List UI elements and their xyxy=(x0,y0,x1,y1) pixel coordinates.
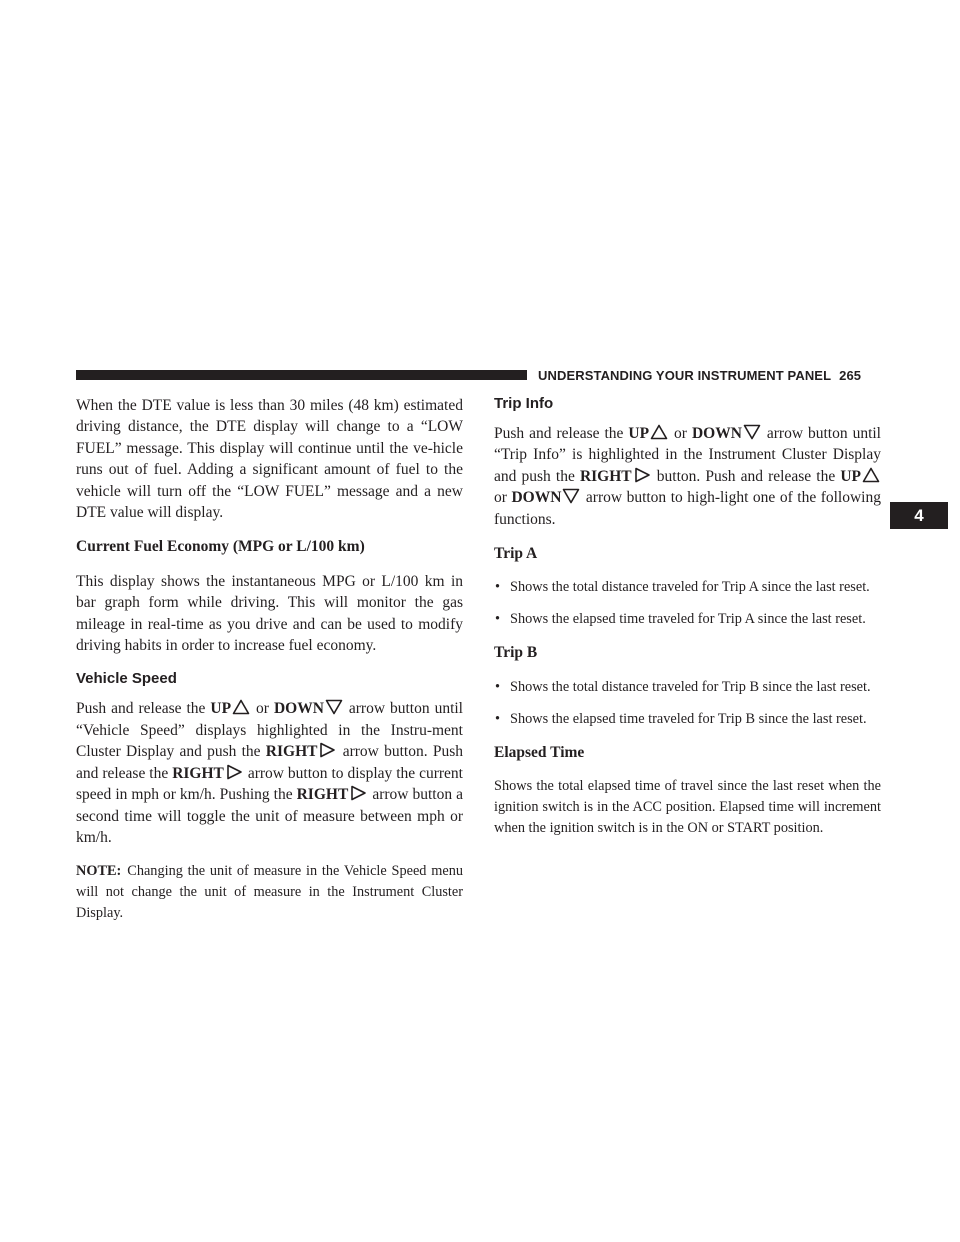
fuel-economy-heading: Current Fuel Economy (MPG or L/100 km) xyxy=(76,538,365,556)
list-item: • Shows the total distance traveled for Trip A since the last reset. xyxy=(495,579,870,596)
left-column xyxy=(76,395,463,937)
list-item: • Shows the total distance traveled for Trip B since the last reset. xyxy=(495,678,871,695)
right-arrow-icon xyxy=(225,764,243,780)
right-arrow-icon xyxy=(349,785,367,801)
up-arrow-icon xyxy=(232,699,250,715)
note xyxy=(76,861,463,924)
right-column xyxy=(494,395,881,852)
note-label: NOTE: xyxy=(76,863,122,880)
vehicle-speed-heading: Vehicle Speed xyxy=(76,670,177,688)
trip-b-heading: Trip B xyxy=(494,644,538,662)
section-title: UNDERSTANDING YOUR INSTRUMENT PANEL xyxy=(538,368,832,383)
trip-a-list xyxy=(494,577,881,630)
right-arrow-icon xyxy=(318,742,336,758)
page-number: 265 xyxy=(839,368,862,383)
trip-info-paragraph: Push and release the UP or DOWN arrow button until “Trip Info” is highlighted in the Instrument Cluster Display and push the RIGHT button. Push and release the UP or DOWN arrow button to high-light one of the following functions. xyxy=(494,425,881,528)
list-item: • Shows the elapsed time traveled for Trip A since the last reset. xyxy=(495,611,866,628)
right-arrow-icon xyxy=(633,467,651,483)
elapsed-time-heading: Elapsed Time xyxy=(494,743,585,761)
list-item: • Shows the elapsed time traveled for Trip B since the last reset. xyxy=(495,710,867,727)
trip-a-heading: Trip A xyxy=(494,545,538,563)
note-text: Changing the unit of measure in the Vehicle Speed menu will not change the unit of measure in the Instrument Cluster Display. xyxy=(76,863,463,922)
up-arrow-icon xyxy=(862,467,880,483)
trip-info-heading: Trip Info xyxy=(494,395,554,412)
chapter-tab: 4 xyxy=(890,502,948,529)
down-arrow-icon xyxy=(325,699,343,715)
down-arrow-icon xyxy=(743,424,761,440)
running-header xyxy=(538,368,861,383)
dte-paragraph: When the DTE value is less than 30 miles (48 km) estimated driving distance, the DTE display will change to a “LOW FUEL” message. This display will continue until the ve-hicle runs out of fuel. Adding a significant amount of fuel to the vehicle will turn off the “LOW FUEL” message and a new DTE value will display. xyxy=(76,397,463,522)
elapsed-time-paragraph: Shows the total elapsed time of travel since the last reset when the ignition switch is in the ACC position. Elapsed time will increment when the ignition switch is in the ON or START position. xyxy=(494,778,881,837)
trip-b-list xyxy=(494,677,881,730)
up-arrow-icon xyxy=(650,424,668,440)
header-rule xyxy=(76,370,527,380)
vehicle-speed-paragraph: Push and release the UP or DOWN arrow button until “Vehicle Speed” displays highlighted in the Instru-ment Cluster Display and push the RIGHT arrow button. Push and release the RIGHT arrow button to display the current speed in mph or km/h. Pushing the RIGHT arrow button a second time will toggle the unit of measure between mph or km/h. xyxy=(76,700,464,846)
fuel-economy-paragraph: This display shows the instantaneous MPG or L/100 km in bar graph form while driving. This will monitor the gas mileage in real-time as you drive and can be used to modify driving habits in order to increase fuel economy. xyxy=(76,572,463,655)
down-arrow-icon xyxy=(562,488,580,504)
